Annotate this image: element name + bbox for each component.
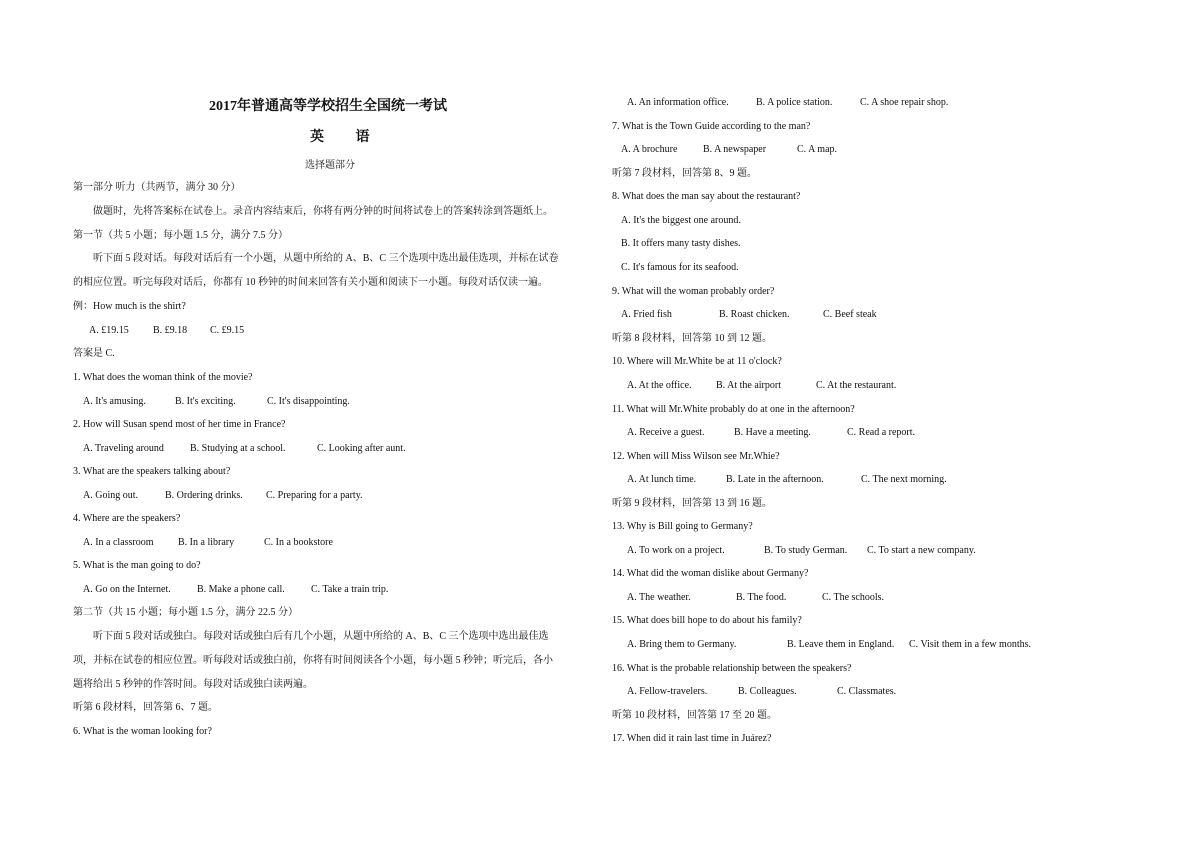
question-7-options xyxy=(621,143,837,157)
question-15-options xyxy=(627,638,1031,652)
question-12-options xyxy=(627,473,947,487)
question-2: 2. How will Susan spend most of her time in France? xyxy=(73,419,286,430)
option-b: B. Roast chicken. xyxy=(719,309,790,320)
part1-note: 做题时，先将答案标在试卷上。录音内容结束后，你将有两分钟的时间将试卷上的答案转涂到答题纸上。 xyxy=(93,206,553,217)
question-8-option-b: B. It offers many tasty dishes. xyxy=(621,238,741,249)
section1-instruction: 听下面 5 段对话。每段对话后有一个小题，从题中所给的 A、B、C 三个选项中选出最佳选项，并标在试卷 xyxy=(93,253,559,264)
example-answer: 答案是 C. xyxy=(73,348,115,359)
question-15: 15. What does bill hope to do about his family? xyxy=(612,615,802,626)
question-8-option-c: C. It's famous for its seafood. xyxy=(621,262,739,273)
example-question: 例：How much is the shirt? xyxy=(73,301,186,312)
option-a: A. Fellow-travelers. xyxy=(627,686,708,697)
exam-title: 2017年普通高等学校招生全国统一考试 xyxy=(209,99,447,114)
option-c: C. Preparing for a party. xyxy=(266,490,363,501)
option-a: A. In a classroom xyxy=(83,537,154,548)
material-9: 听第 9 段材料，回答第 13 到 16 题。 xyxy=(612,498,772,509)
question-11-options xyxy=(627,426,915,440)
question-9-options xyxy=(621,308,877,322)
question-11: 11. What will Mr.White probably do at one in the afternoon? xyxy=(612,404,855,415)
option-b: B. Ordering drinks. xyxy=(165,490,243,501)
option-a: A. £19.15 xyxy=(89,325,129,336)
question-8-option-a: A. It's the biggest one around. xyxy=(621,215,741,226)
option-c: C. Looking after aunt. xyxy=(317,443,406,454)
option-b: B. It's exciting. xyxy=(175,396,236,407)
option-c: C. To start a new company. xyxy=(867,545,976,556)
section2-instruction-cont: 项，并标在试卷的相应位置。听每段对话或独白前，你将有时间阅读各个小题，每小题 5 秒钟；听完后，各小 xyxy=(73,655,553,666)
option-c: C. The next morning. xyxy=(861,474,947,485)
option-c: C. A map. xyxy=(797,144,838,155)
question-16: 16. What is the probable relationship between the speakers? xyxy=(612,663,852,674)
question-4-options xyxy=(73,536,333,550)
option-c: C. At the restaurant. xyxy=(816,380,897,391)
question-13-options xyxy=(627,544,976,558)
option-b: B. At the airport xyxy=(716,380,781,391)
question-1: 1. What does the woman think of the movie? xyxy=(73,372,253,383)
option-b: B. Studying at a school. xyxy=(190,443,286,454)
option-c: C. £9.15 xyxy=(210,325,245,336)
exam-subject: 英 语 xyxy=(310,130,384,145)
question-10-options xyxy=(627,379,896,393)
option-b: B. Have a meeting. xyxy=(734,427,811,438)
section1-heading: 第一节（共 5 小题；每小题 1.5 分，满分 7.5 分） xyxy=(73,230,288,241)
option-c: C. Read a report. xyxy=(847,427,916,438)
option-c: C. The schools. xyxy=(822,592,885,603)
option-a: A. At the office. xyxy=(627,380,692,391)
part1-heading: 第一部分 听力（共两节，满分 30 分） xyxy=(73,182,241,193)
material-10: 听第 10 段材料，回答第 17 至 20 题。 xyxy=(612,710,777,721)
option-c: C. In a bookstore xyxy=(264,537,333,548)
option-c: C. Classmates. xyxy=(837,686,897,697)
question-16-options xyxy=(627,685,896,699)
section1-instruction-cont: 的相应位置。听完每段对话后，你都有 10 秒钟的时间来回答有关小题和阅读下一小题。每段对话仅读一遍。 xyxy=(73,277,548,288)
question-14-options xyxy=(627,591,884,605)
option-b: B. Make a phone call. xyxy=(197,584,285,595)
material-7: 听第 7 段材料，回答第 8、9 题。 xyxy=(612,168,757,179)
section-label: 选择题部分 xyxy=(305,160,355,171)
option-c: C. Visit them in a few months. xyxy=(909,639,1031,650)
option-a: A. A brochure xyxy=(621,144,678,155)
question-9: 9. What will the woman probably order? xyxy=(612,286,775,297)
question-17: 17. When did it rain last time in Juárez? xyxy=(612,733,772,744)
question-7: 7. What is the Town Guide according to the man? xyxy=(612,121,811,132)
option-b: B. £9.18 xyxy=(153,325,188,336)
option-a: A. The weather. xyxy=(627,592,691,603)
option-a: A. Going out. xyxy=(83,490,138,501)
question-5-options xyxy=(73,583,388,597)
question-5: 5. What is the man going to do? xyxy=(73,560,201,571)
option-b: B. The food. xyxy=(736,592,787,603)
option-a: A. Go on the Internet. xyxy=(83,584,171,595)
question-2-options xyxy=(73,442,406,456)
option-b: B. Leave them in England. xyxy=(787,639,895,650)
option-b: B. Colleagues. xyxy=(738,686,797,697)
option-c: C. Take a train trip. xyxy=(311,584,389,595)
option-a: A. To work on a project. xyxy=(627,545,725,556)
question-6-options xyxy=(627,96,948,110)
question-4: 4. Where are the speakers? xyxy=(73,513,181,524)
question-14: 14. What did the woman dislike about Germany? xyxy=(612,568,809,579)
option-a: A. It's amusing. xyxy=(83,396,146,407)
section2-instruction-end: 题将给出 5 秒钟的作答时间。每段对话或独白读两遍。 xyxy=(73,679,313,690)
option-b: B. A newspaper xyxy=(703,144,767,155)
section2-instruction: 听下面 5 段对话或独白。每段对话或独白后有几个小题，从题中所给的 A、B、C 三个选项中选出最佳选 xyxy=(93,631,549,642)
example-options xyxy=(73,324,244,338)
option-a: A. At lunch time. xyxy=(627,474,697,485)
question-6: 6. What is the woman looking for? xyxy=(73,726,212,737)
question-13: 13. Why is Bill going to Germany? xyxy=(612,521,753,532)
option-c: C. It's disappointing. xyxy=(267,396,350,407)
question-10: 10. Where will Mr.White be at 11 o'clock? xyxy=(612,356,782,367)
option-b: B. In a library xyxy=(178,537,235,548)
option-b: B. A police station. xyxy=(756,97,833,108)
option-c: C. Beef steak xyxy=(823,309,877,320)
option-c: C. A shoe repair shop. xyxy=(860,97,949,108)
option-b: B. Late in the afternoon. xyxy=(726,474,824,485)
option-b: B. To study German. xyxy=(764,545,848,556)
question-1-options xyxy=(73,395,350,409)
question-3: 3. What are the speakers talking about? xyxy=(73,466,231,477)
option-a: A. Fried fish xyxy=(621,309,672,320)
question-8: 8. What does the man say about the restaurant? xyxy=(612,191,801,202)
section2-heading: 第二节（共 15 小题；每小题 1.5 分，满分 22.5 分） xyxy=(73,607,298,618)
question-12: 12. When will Miss Wilson see Mr.Whie? xyxy=(612,451,780,462)
option-a: A. Receive a guest. xyxy=(627,427,705,438)
option-a: A. Bring them to Germany. xyxy=(627,639,737,650)
question-3-options xyxy=(73,489,363,503)
option-a: A. Traveling around xyxy=(83,443,164,454)
material-6: 听第 6 段材料，回答第 6、7 题。 xyxy=(73,702,218,713)
material-8: 听第 8 段材料，回答第 10 到 12 题。 xyxy=(612,333,772,344)
option-a: A. An information office. xyxy=(627,97,729,108)
